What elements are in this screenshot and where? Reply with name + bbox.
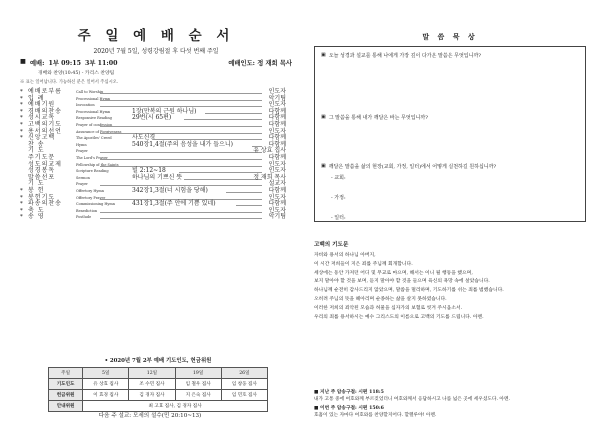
- order-row: [20, 89, 292, 96]
- order-item-leader: 인도자: [268, 160, 286, 168]
- order-item-english: Processional Hymn: [76, 109, 111, 114]
- order-item-detail: 1장(만복의 근원 하나님): [132, 107, 197, 115]
- order-item-leader: 다함께: [268, 134, 286, 142]
- order-item-leader: 악기팀: [268, 94, 286, 102]
- leader-line: [100, 212, 262, 213]
- order-item-english: The Apostles' Creed: [76, 136, 112, 141]
- leader-line: [153, 139, 262, 140]
- table-cell: 기도인도: [49, 379, 83, 390]
- order-mark-icon: *: [20, 214, 23, 221]
- order-item-name: 입 례: [28, 94, 45, 102]
- table-row: [49, 390, 268, 401]
- order-item-name: 말씀선포: [28, 173, 56, 181]
- table-header: 5일: [83, 368, 129, 379]
- order-item-leader: 인도자: [268, 127, 286, 135]
- table-cell: 김 경자 집사: [129, 390, 175, 401]
- table-cell: 임 민호 집사: [221, 390, 267, 401]
- order-item-english: Commissioning Hymn: [76, 202, 115, 207]
- leader-line: [100, 218, 262, 219]
- service-label: 예배:: [29, 60, 45, 67]
- order-mark-icon: *: [20, 115, 23, 122]
- leader-line: [100, 133, 262, 134]
- checkbox-icon: ▣: [321, 52, 326, 58]
- leader-line: [184, 179, 262, 180]
- order-item-english: Prayer: [76, 149, 88, 154]
- table-cell: 안내위원: [49, 401, 83, 412]
- square-bullet-icon: ■: [20, 58, 26, 65]
- prayer-line: 이러한 저희의 죄악된 모습과 허물을 십자가의 보혈로 씻겨 주시옵소서.: [314, 305, 463, 311]
- order-item-name: 성도의교제: [28, 160, 62, 168]
- order-item-name: 기 도: [28, 180, 45, 188]
- order-mark-icon: *: [20, 102, 23, 109]
- table-cell: 이 효경 집사: [83, 390, 129, 401]
- order-of-worship: [20, 89, 292, 221]
- order-item-english: Offertory Hymn: [76, 188, 104, 193]
- confession-prayer: [314, 240, 586, 322]
- service-times: [20, 58, 292, 67]
- order-item-leader: 정 재희 목사: [253, 173, 286, 181]
- leader-line: [236, 205, 262, 206]
- order-item-english: Call to Worship: [76, 90, 104, 94]
- order-item-english: Responsive Reading: [76, 116, 112, 121]
- service-leader: 정 재희 목사: [257, 60, 292, 67]
- table-cell: 유 상효 집사: [83, 379, 129, 390]
- confession-prayer-title: 고백의 기도문: [314, 242, 349, 248]
- order-item-english: Prayer: [76, 182, 88, 187]
- leader-label: 예배인도:: [228, 60, 255, 67]
- order-item-english: Fellowship of the Saints: [76, 162, 119, 167]
- order-item-leader: 다함께: [268, 114, 286, 122]
- order-item-name: 봉헌기도: [28, 193, 56, 201]
- prayer-line: 자비와 용서의 하나님 아버지,: [314, 253, 376, 258]
- order-row: [20, 188, 292, 195]
- order-item-leader: 인도자: [268, 101, 286, 109]
- order-row: [20, 175, 292, 182]
- memory-verse-this-week: [314, 405, 586, 419]
- question-1: [321, 52, 481, 59]
- question-3-text: 깨달은 말씀을 삶의 현장(교회, 가정, 일터)에서 어떻게 실천하길 원하십니까?: [328, 164, 497, 170]
- order-item-leader: 다함께: [268, 186, 286, 194]
- order-row: [20, 148, 292, 155]
- prayer-line: 이 시간 저희들이 지은 죄를 주님께 회개합니다.: [314, 261, 413, 267]
- prayer-line: 우리의 죄를 용서하시는 예수 그리스도의 이름으로 고백의 기도를 드립니다. 아멘.: [314, 314, 484, 320]
- order-item-leader: 인도자: [268, 206, 286, 214]
- order-item-leader: 유 상효 집사: [253, 147, 286, 155]
- order-mark-icon: *: [20, 187, 23, 194]
- order-item-english: Invocation: [76, 103, 95, 108]
- prayer-schedule: [48, 356, 268, 412]
- worship-note: 경배와 찬양(10:45) - 카리스 찬양팀: [38, 71, 115, 76]
- meditation-title: 말 씀 묵 상: [422, 32, 478, 41]
- right-page: [300, 0, 600, 424]
- service-time-1: 1부 09:15: [48, 60, 81, 67]
- order-item-leader: 인도자: [268, 167, 286, 175]
- prayer-line: 오히려 주님의 뜻을 헤아리며 순종하는 삶을 살지 못하였습니다.: [314, 296, 447, 302]
- order-row: [20, 142, 292, 149]
- memory-verse-last-week-text: 내가 고통 중에 여호와께 부르짖었더니 여호와께서 응답하시고 나를 넓은 곳에 세우셨도다. 아멘.: [314, 397, 510, 402]
- leader-line: [100, 93, 262, 94]
- table-row: [49, 379, 268, 390]
- leader-line: [205, 113, 262, 114]
- order-mark-icon: *: [20, 95, 23, 102]
- order-item-detail: 431장1,3절(주 안에 기쁨 있네): [132, 200, 216, 208]
- table-cell: 헌금위원: [49, 390, 83, 401]
- order-item-name: 신앙고백: [28, 134, 56, 142]
- leader-line: [100, 126, 262, 127]
- table-header: 주일: [49, 368, 83, 379]
- order-item-name: 성시교독: [28, 114, 56, 122]
- question-2-text: 그 말씀을 통해 내가 깨달은 바는 무엇입니까?: [328, 115, 428, 121]
- prayer-line: 하나님께 순전히 감사드리지 않았으며, 말씀을 멀리하며, 기도하기를 쉬는 죄를 범했습니다.: [314, 288, 504, 294]
- order-item-name: 고백의기도: [28, 120, 62, 128]
- memory-verse-last-week-label: ■ 지난 주 암송구절: 시편 118:5: [314, 390, 384, 395]
- standing-note: ※ 표는 일어납니다. 가능하신 분은 일어서 주십시오.: [20, 80, 119, 85]
- order-mark-icon: *: [20, 201, 23, 208]
- confession-prayer-body: [314, 252, 586, 322]
- table-cell: 임 철우 집사: [175, 379, 221, 390]
- order-row: [20, 201, 292, 208]
- question-1-text: 오늘 성경과 설교를 통해 나에게 가장 깊이 다가온 말씀은 무엇입니까?: [328, 53, 481, 59]
- order-item-leader: 악기팀: [268, 213, 286, 221]
- order-item-name: 용서의선언: [28, 127, 62, 135]
- order-item-english: Sermon: [76, 175, 90, 180]
- order-item-english: Scripture Reading: [76, 169, 109, 174]
- memory-verse-this-week-label: ■ 이번 주 암송구절: 시편 150:6: [314, 406, 384, 411]
- order-item-leader: 다함께: [268, 120, 286, 128]
- memory-verse-last-week: [314, 389, 586, 403]
- order-item-name: 축 도: [28, 206, 45, 214]
- order-item-english: Hymn: [76, 142, 87, 147]
- order-item-name: 찬 송: [28, 140, 45, 148]
- order-item-name: 봉 헌: [28, 186, 45, 194]
- checkbox-icon: ▣: [321, 114, 326, 120]
- order-mark-icon: *: [20, 135, 23, 142]
- order-mark-icon: *: [20, 121, 23, 128]
- order-mark-icon: *: [20, 194, 23, 201]
- table-header: 12일: [129, 368, 175, 379]
- order-item-english: Prayer of confession: [76, 122, 113, 127]
- order-item-english: The Lord's Prayer: [76, 155, 108, 160]
- prayer-schedule-table: [48, 367, 268, 412]
- order-item-english: Processional Hymn: [76, 96, 111, 101]
- prayer-line: 세상에는 동안 가져던 어디 및 무교로 마으며, 해서는 이니 될 행동을 했으며,: [314, 270, 473, 276]
- next-sermon: 다음 주 설교: 모세의 설수(민 20:10~13): [98, 413, 202, 419]
- order-item-leader: 다함께: [268, 153, 286, 161]
- order-item-detail: 540장1,4절(주의 음성을 내가 들으니): [132, 140, 233, 148]
- order-item-leader: 다함께: [268, 140, 286, 148]
- order-item-leader: 설교자: [268, 180, 286, 188]
- meditation-box: [314, 46, 586, 222]
- prayer-schedule-title: • 2020년 7월 2부 예배 기도인도, 헌금위원: [104, 358, 212, 364]
- order-item-english: Offertory Prayer: [76, 195, 106, 200]
- order-mark-icon: *: [20, 207, 23, 214]
- order-item-detail: 빌 2:12~18: [132, 167, 166, 175]
- order-row: [20, 129, 292, 136]
- order-item-detail: 29번(시 65편): [132, 114, 172, 122]
- leader-line: [179, 172, 262, 173]
- question-3: [321, 163, 496, 170]
- order-item-name: 주기도문: [28, 153, 56, 161]
- order-item-name: 파송의찬송: [28, 200, 62, 208]
- order-item-name: 예배기원: [28, 101, 56, 109]
- order-item-name: 성경봉독: [28, 167, 56, 175]
- order-item-detail: 342장1,3절(너 시험을 당해): [132, 186, 208, 194]
- order-item-name: 송 영: [28, 213, 45, 221]
- order-mark-icon: *: [20, 108, 23, 115]
- bulletin-title: 주 일 예 배 순 서: [77, 28, 235, 44]
- leader-line: [100, 159, 262, 160]
- checkbox-icon: ▣: [321, 163, 326, 169]
- order-item-name: 예배로부름: [28, 88, 62, 95]
- order-row: [20, 208, 292, 215]
- leader-line: [100, 100, 262, 101]
- memory-verse-this-week-text: 호흡이 있는 자마다 여호와를 찬양할지어다. 할렐루야! 아멘.: [314, 413, 437, 418]
- order-row: [20, 214, 292, 221]
- table-cell: 임 창웅 집사: [221, 379, 267, 390]
- sub-home: - 가정:: [331, 195, 346, 201]
- order-item-leader: 다함께: [268, 200, 286, 208]
- service-time-2: 3부 11:00: [84, 60, 118, 67]
- order-item-english: Assurance of Forgiveness: [76, 129, 122, 134]
- prayer-line: 보지 말아야 할 것을 보며, 듣지 말아야 할 것을 들으며 육신의 욕망 속에 살았습니다.: [314, 279, 490, 285]
- question-2: [321, 114, 428, 121]
- order-item-leader: 인도자: [268, 193, 286, 201]
- sub-work: - 일터:: [331, 215, 346, 221]
- table-cell: 지 은숙 집사: [175, 390, 221, 401]
- service-date: 2020년 7월 5일, 성령강림절 후 다섯 번째 주일: [93, 48, 219, 55]
- leader-line: [226, 192, 262, 193]
- order-item-name: 경배의찬송: [28, 107, 62, 115]
- order-item-english: Postlude: [76, 215, 92, 220]
- table-header: 19일: [175, 368, 221, 379]
- table-row: [49, 401, 268, 412]
- order-mark-icon: *: [20, 89, 23, 95]
- leader-line: [184, 119, 262, 120]
- order-item-detail: 하나님의 기쁘신 뜻: [132, 173, 183, 181]
- leader-line: [100, 166, 262, 167]
- table-cell: 조 수민 집사: [129, 379, 175, 390]
- table-cell: 최 고효 집사, 김 경자 집사: [83, 401, 268, 412]
- order-row: [20, 96, 292, 103]
- order-item-leader: 인도자: [268, 88, 286, 95]
- order-item-leader: 다함께: [268, 107, 286, 115]
- order-item-detail: 사도신경: [132, 134, 156, 142]
- order-mark-icon: *: [20, 128, 23, 135]
- order-item-name: 기 도: [28, 147, 45, 155]
- sub-church: - 교회:: [331, 175, 346, 181]
- leader-line: [100, 152, 262, 153]
- table-header: 26일: [221, 368, 267, 379]
- order-item-english: Benediction: [76, 208, 98, 213]
